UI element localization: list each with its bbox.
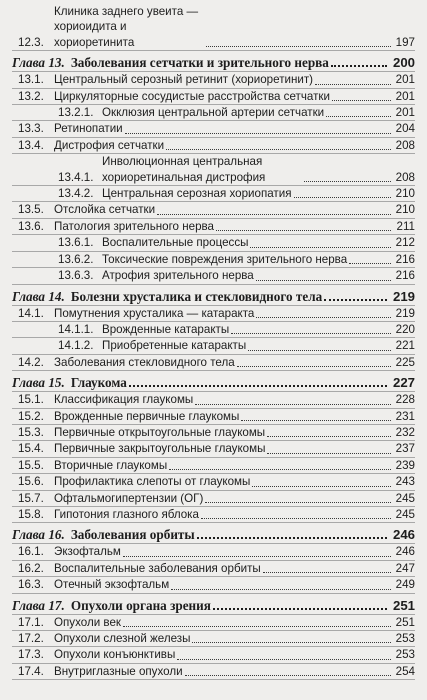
page-number: 211: [396, 219, 415, 233]
leader-dots: [332, 99, 391, 101]
page-number: 231: [395, 409, 415, 423]
section-title: Центральная серозная хориопатия: [102, 187, 292, 201]
section-number: 13.3.: [18, 122, 44, 136]
page-number: 227: [392, 375, 415, 391]
chapter-num: 17.: [48, 597, 65, 613]
section-number: 13.4.2.: [58, 187, 94, 201]
entry-title-wrap: [54, 441, 393, 456]
chapter-prefix: Глава: [12, 527, 46, 543]
section-number: 15.2.: [18, 409, 44, 423]
section-number: 13.4.1.: [58, 170, 94, 184]
chapter-num: 13.: [48, 55, 65, 71]
leader-dots: [248, 349, 391, 351]
leader-dots: [197, 536, 387, 539]
section-title: Атрофия зрительного нерва: [102, 269, 254, 283]
section-number: 13.2.: [18, 89, 44, 103]
section-title: Приобретенные катаракты: [102, 339, 247, 353]
section-number: 15.3.: [18, 425, 44, 439]
section-number: 14.2.: [18, 355, 44, 369]
chapter-prefix: Глава: [12, 597, 46, 613]
leader-dots: [349, 262, 391, 264]
page-number: 249: [395, 578, 415, 592]
section-title: Экзофтальм: [54, 545, 121, 559]
section-title: Врожденные катаракты: [102, 322, 230, 336]
toc-section-row: [12, 544, 415, 560]
chapter-number: [12, 597, 71, 614]
chapter-title: Заболевания сетчатки и зрительного нерва: [70, 55, 329, 71]
entry-title-wrap: [102, 235, 393, 250]
entry-title-wrap: [54, 409, 393, 424]
section-number: 12.3.: [18, 35, 44, 49]
entry-title-wrap: [102, 252, 393, 267]
section-number: 15.4.: [18, 442, 44, 456]
leader-dots: [129, 384, 387, 387]
leader-dots: [206, 45, 391, 47]
entry-title-wrap: [54, 647, 393, 662]
toc-section-row: [12, 121, 415, 137]
toc-section-row: [12, 664, 415, 680]
page-number: 216: [395, 269, 415, 283]
chapter-prefix: Глава: [12, 375, 46, 391]
leader-dots: [256, 316, 391, 318]
page-number: 253: [395, 632, 415, 645]
page-number: 208: [395, 138, 415, 152]
leader-dots: [326, 115, 391, 117]
toc-section-row: [12, 355, 415, 371]
page-number: 210: [395, 203, 415, 217]
toc-subsection-row: [12, 268, 415, 284]
entry-title-wrap: [54, 219, 393, 234]
section-title: Дистрофия сетчатки: [54, 138, 165, 152]
leader-dots: [171, 588, 391, 590]
entry-title-wrap: [71, 288, 389, 305]
toc-chapter-row: [12, 526, 415, 544]
page-number: 201: [395, 106, 415, 120]
toc-section-row: [12, 392, 415, 408]
toc-section-row: [12, 647, 415, 663]
leader-dots: [263, 571, 391, 573]
entry-title-wrap: [54, 631, 393, 646]
section-title: Офтальмогипертензии (ОГ): [54, 491, 204, 505]
page-number: 246: [392, 527, 415, 543]
section-title: Заболевания стекловидного тела: [54, 355, 235, 369]
section-number: 16.1.: [18, 545, 44, 559]
entry-title-wrap: [71, 526, 389, 543]
page-number: 228: [395, 393, 415, 407]
chapter-title: Заболевания орбиты: [70, 527, 195, 543]
leader-dots: [123, 555, 391, 557]
leader-dots: [237, 365, 391, 367]
leader-dots: [166, 148, 391, 150]
page-number: 219: [392, 288, 415, 304]
page-number: 221: [395, 339, 415, 353]
section-number: 17.1.: [18, 615, 44, 629]
section-number: 15.5.: [18, 458, 44, 472]
entry-title-wrap: [71, 597, 389, 614]
toc-section-row: [12, 631, 415, 647]
entry-title-wrap: [54, 474, 393, 489]
section-title: Токсические повреждения зрительного нерва: [102, 252, 348, 266]
section-title: Ретинопатии: [54, 122, 123, 136]
section-number: 16.2.: [18, 561, 44, 575]
entry-title-wrap: [54, 392, 393, 407]
section-title: Клиника заднего увеита — хориоидита и хориоретинита: [54, 5, 199, 49]
toc-chapter-row: [12, 54, 415, 72]
page-number: 247: [395, 561, 415, 575]
page-number: 201: [395, 73, 415, 87]
section-title: Опухоли конъюнктивы: [54, 648, 176, 662]
toc-section-row: [12, 72, 415, 88]
leader-dots: [213, 607, 387, 610]
section-title: Врожденные первичные глаукомы: [54, 409, 240, 423]
section-number: 13.2.1.: [58, 106, 94, 120]
entry-title-wrap: [54, 121, 393, 136]
section-number: 16.3.: [18, 578, 44, 592]
toc-chapter-row: [12, 374, 415, 392]
entry-title-wrap: [102, 338, 393, 353]
section-title: Первичные открытоугольные глаукомы: [54, 425, 266, 439]
section-number: 15.6.: [18, 475, 44, 489]
entry-title-wrap: [102, 105, 393, 120]
toc-section-row: [12, 577, 415, 593]
entry-title-wrap: [54, 4, 393, 50]
page-number: 251: [392, 597, 415, 613]
leader-dots: [267, 452, 391, 454]
entry-title-wrap: [102, 186, 393, 201]
leader-dots: [216, 229, 391, 231]
entry-title-wrap: [54, 507, 393, 522]
section-number: 15.8.: [18, 507, 44, 521]
toc-section-row: [12, 561, 415, 577]
page-number: 243: [395, 475, 415, 489]
section-title: Опухоли век: [54, 615, 121, 629]
entry-title-wrap: [54, 202, 393, 217]
page-number: 220: [395, 322, 415, 336]
section-title: Вторичные глаукомы: [54, 458, 168, 472]
entry-title-wrap: [102, 322, 393, 337]
section-number: 13.6.3.: [58, 269, 94, 283]
leader-dots: [157, 213, 391, 215]
toc-chapter-row: [12, 597, 415, 615]
section-title: Отслойка сетчатки: [54, 203, 156, 217]
page-number: 219: [395, 306, 415, 320]
toc-section-row: [12, 507, 415, 523]
page-number: 204: [395, 122, 415, 136]
entry-title-wrap: [54, 355, 393, 370]
leader-dots: [315, 83, 391, 85]
chapter-prefix: Глава: [12, 288, 46, 304]
page-number: 254: [395, 664, 415, 678]
toc-section-row: [12, 202, 415, 218]
leader-dots: [169, 468, 391, 470]
leader-dots: [241, 419, 391, 421]
page-number: 208: [395, 170, 415, 184]
leader-dots: [252, 485, 391, 487]
leader-dots: [294, 196, 392, 198]
toc-subsection-row: [12, 186, 415, 202]
page-number: 237: [395, 442, 415, 456]
entry-title-wrap: [102, 154, 393, 185]
section-title: Воспалительные заболевания орбиты: [54, 561, 261, 575]
section-title: Центральный серозный ретинит (хориоретинит): [54, 73, 314, 87]
section-number: 13.6.1.: [58, 236, 94, 250]
toc-subsection-row: [12, 105, 415, 121]
section-title: Опухоли слезной железы: [54, 632, 191, 645]
entry-title-wrap: [54, 425, 393, 440]
section-number: 13.6.: [18, 219, 44, 233]
section-title: Патология зрительного нерва: [54, 219, 215, 233]
page-number: 212: [395, 236, 415, 250]
page-number: 225: [395, 355, 415, 369]
toc-section-row: [12, 425, 415, 441]
toc-subsection-row: [12, 154, 415, 186]
toc-section-row: [12, 491, 415, 507]
entry-title-wrap: [54, 561, 393, 576]
toc-section-row: [12, 138, 415, 154]
section-title: Гипотония глазного яблока: [54, 507, 199, 521]
leader-dots: [177, 658, 391, 660]
section-number: 14.1.1.: [58, 322, 94, 336]
entry-title-wrap: [54, 544, 393, 559]
entry-title-wrap: [54, 138, 393, 153]
section-number: 13.1.: [18, 73, 44, 87]
toc-section-row: [12, 441, 415, 457]
entry-title-wrap: [54, 89, 393, 104]
entry-title-wrap: [54, 72, 393, 87]
section-title: Циркуляторные сосудистые расстройства сетчатки: [54, 89, 330, 103]
toc-section-row: [12, 409, 415, 425]
page-number: 197: [395, 35, 415, 49]
leader-dots: [185, 674, 391, 676]
toc-subsection-row: [12, 322, 415, 338]
entry-title-wrap: [54, 664, 393, 679]
chapter-number: [12, 288, 71, 305]
entry-title-wrap: [54, 491, 393, 506]
chapter-number: [12, 54, 71, 71]
leader-dots: [125, 132, 391, 134]
leader-dots: [201, 517, 391, 519]
leader-dots: [304, 180, 391, 182]
section-number: 13.6.2.: [58, 252, 94, 266]
chapter-num: 16.: [48, 527, 65, 543]
leader-dots: [195, 403, 391, 405]
leader-dots: [205, 501, 391, 503]
chapter-title: Глаукома: [70, 375, 127, 391]
section-number: 15.1.: [18, 393, 44, 407]
toc-section-row: [12, 474, 415, 490]
leader-dots: [192, 641, 391, 643]
chapter-title: Болезни хрусталика и стекловидного тела: [70, 288, 323, 304]
entry-title-wrap: [54, 458, 393, 473]
section-title: Отечный экзофтальм: [54, 578, 170, 592]
leader-dots: [267, 435, 391, 437]
leader-dots: [324, 298, 387, 301]
section-title: Профилактика слепоты от глаукомы: [54, 475, 251, 489]
entry-title-wrap: [71, 374, 389, 391]
entry-title-wrap: [102, 268, 393, 283]
section-number: 13.5.: [18, 203, 44, 217]
page-number: 245: [395, 507, 415, 521]
page-number: 239: [395, 458, 415, 472]
toc-section-row: [12, 219, 415, 235]
chapter-num: 14.: [48, 288, 65, 304]
page-number: 210: [395, 187, 415, 201]
toc-subsection-row: [12, 252, 415, 268]
page-number: 253: [395, 648, 415, 662]
toc-section-row: [12, 458, 415, 474]
section-number: 15.7.: [18, 491, 44, 505]
toc-subsection-row: [12, 338, 415, 354]
page-number: 216: [395, 252, 415, 266]
toc-subsection-row: [12, 235, 415, 251]
section-number: 14.1.: [18, 306, 44, 320]
page-number: 251: [395, 615, 415, 629]
leader-dots: [256, 279, 391, 281]
toc-section-row: [12, 306, 415, 322]
section-title: Окклюзия центральной артерии сетчатки: [102, 106, 325, 120]
page-number: 201: [395, 89, 415, 103]
leader-dots: [250, 246, 391, 248]
section-number: 17.3.: [18, 648, 44, 662]
page-number: 200: [392, 55, 415, 71]
section-number: 14.1.2.: [58, 339, 94, 353]
leader-dots: [123, 625, 391, 627]
toc-chapter-row: [12, 288, 415, 306]
toc-section-row: [12, 615, 415, 631]
section-title: Первичные закрытоугольные глаукомы: [54, 442, 266, 456]
chapter-number: [12, 374, 71, 391]
chapter-num: 15.: [48, 375, 65, 391]
chapter-title: Опухоли органа зрения: [70, 597, 211, 613]
section-title: Классификация глаукомы: [54, 393, 194, 407]
chapter-number: [12, 526, 71, 543]
chapter-prefix: Глава: [12, 55, 46, 71]
entry-title-wrap: [54, 577, 393, 592]
page-number: 246: [395, 545, 415, 559]
section-title: Инволюционная центральная хориоретинальная дистрофия: [102, 155, 266, 184]
section-number: 13.4.: [18, 138, 44, 152]
page-number: 245: [395, 491, 415, 505]
section-title: Воспалительные процессы: [102, 236, 249, 250]
leader-dots: [231, 332, 391, 334]
entry-title-wrap: [54, 615, 393, 630]
section-title: Помутнения хрусталика — катаракта: [54, 306, 255, 320]
leader-dots: [331, 64, 387, 67]
toc-section-row: [12, 89, 415, 105]
section-title: Внутриглазные опухоли: [54, 664, 183, 678]
section-number: 17.4.: [18, 664, 44, 678]
entry-title-wrap: [71, 54, 389, 71]
section-number: 17.2.: [18, 632, 44, 645]
toc-section-row: [12, 4, 415, 51]
entry-title-wrap: [54, 306, 393, 321]
page-number: 232: [395, 425, 415, 439]
